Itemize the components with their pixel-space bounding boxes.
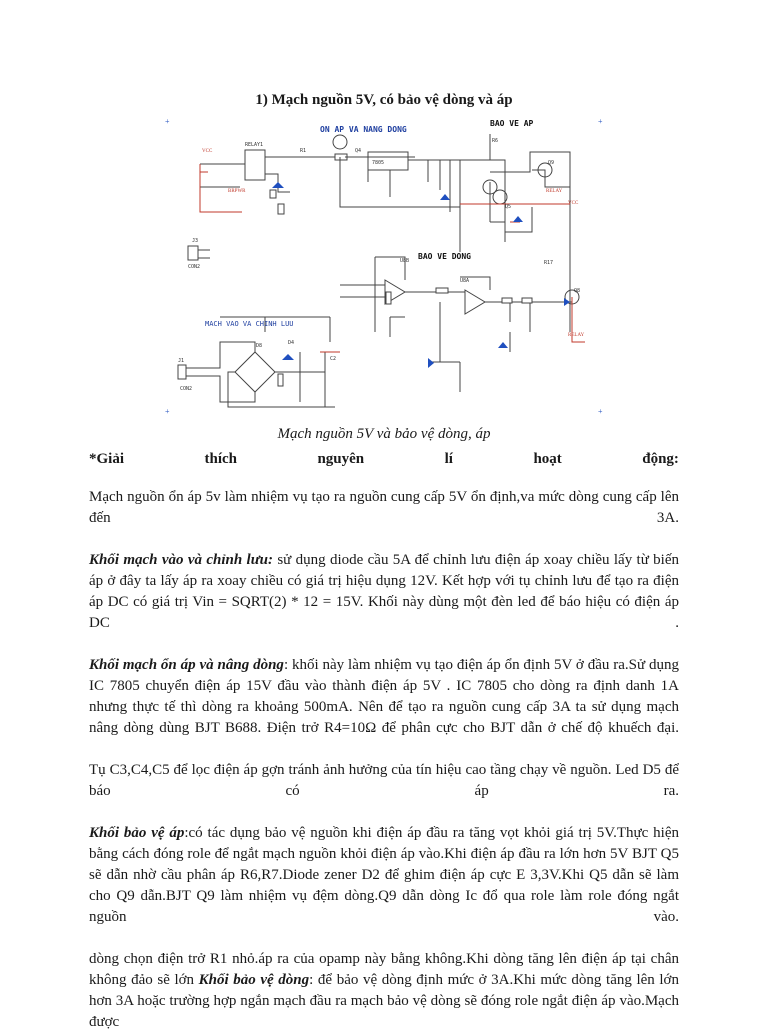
svg-text:D8: D8 — [256, 343, 263, 349]
explanation-heading — [89, 451, 679, 468]
svg-text:J1: J1 — [178, 358, 185, 364]
section-overvoltage — [89, 823, 679, 928]
heading-word: hoạt — [533, 451, 562, 467]
svg-text:RELAY: RELAY — [546, 189, 563, 194]
section-input-rectifier — [89, 550, 679, 634]
section-overcurrent — [89, 949, 679, 1033]
svg-text:CON2: CON2 — [188, 264, 201, 270]
heading-word: động: — [642, 451, 679, 467]
page-title: 1) Mạch nguồn 5V, có bảo vệ dòng và áp — [255, 92, 513, 108]
section-filter-capacitors — [89, 760, 679, 802]
svg-text:CON2: CON2 — [180, 386, 193, 392]
section-text: : để bảo vệ dòng định mức ở 3A.Khi mức dòng tăng lên lớn hơn 3A hoặc trường hợp ngắn mạch đầu ra mạch bảo vệ dòng sẽ đóng role ngắt điện áp vào.Mạch được — [89, 972, 679, 1030]
svg-text:D4: D4 — [288, 340, 295, 346]
svg-text:VCC: VCC — [568, 201, 579, 206]
heading-word: lí — [444, 451, 453, 467]
heading-word: thích — [204, 451, 237, 467]
intro-text: Mạch nguồn ổn áp 5v làm nhiệm vụ tạo ra nguồn cung cấp 5V ổn định,va mức dòng cung cấp lên đến 3A. — [89, 489, 679, 526]
svg-text:C2: C2 — [330, 356, 337, 362]
circuit-schematic — [160, 112, 610, 417]
svg-text:RELAY1: RELAY1 — [245, 142, 264, 148]
svg-text:Q9: Q9 — [548, 160, 555, 166]
section-text: dòng chọn điện trở R1 nhỏ.áp ra của opamp này bằng không.Khi dòng tăng lên điện áp tại chân không đảo sẽ lớn — [89, 951, 679, 988]
svg-text:R1: R1 — [300, 148, 307, 154]
heading-word: *Giải — [89, 451, 125, 467]
svg-text:7805: 7805 — [372, 160, 385, 166]
document-body — [89, 487, 679, 1033]
label-regulator-block: ON AP VA NANG DONG — [320, 125, 407, 134]
section-heading: Khối bảo vệ dòng — [198, 972, 310, 988]
figure-caption: Mạch nguồn 5V và bảo vệ dòng, áp — [277, 426, 491, 442]
svg-text:Q8: Q8 — [574, 288, 581, 294]
svg-text:+: + — [598, 117, 603, 126]
svg-text:VCC: VCC — [202, 149, 213, 154]
section-heading: Khối bảo vệ áp — [89, 825, 185, 841]
section-text: sử dụng diode cầu 5A để chỉnh lưu điện áp xoay chiều lấy từ biến áp ở đây ta lấy áp ra xoay chiều có giá trị hiệu dụng 12V. Kết hợp với tụ chỉnh lưu để tạo ra điện áp DC có giá trị Vin = SQRT(2) * 12 = 15V. Khối này dùng một đèn led để báo hiệu có điện áp DC . — [89, 552, 679, 631]
heading-word: nguyên — [317, 451, 365, 467]
label-input-block: MACH VAO VA CHINH LUU — [205, 320, 294, 328]
svg-text:+: + — [598, 407, 603, 416]
svg-text:Q5: Q5 — [505, 204, 512, 210]
svg-text:R6: R6 — [492, 138, 499, 144]
section-text: Tụ C3,C4,C5 để lọc điện áp gợn tránh ảnh hưởng của tín hiệu cao tầng chạy về nguồn. Led D5 để báo có áp ra. — [89, 762, 679, 799]
section-regulator — [89, 655, 679, 739]
svg-text:+: + — [165, 117, 170, 126]
section-text: : khối này làm nhiệm vụ tạo điện áp ổn định 5V ở đầu ra.Sử dụng IC 7805 chuyển điện áp 15V đầu vào thành điện áp 5V . IC 7805 cho dòng ra định danh 1A nhưng thực tế thì dòng ra khoảng 500mA. Nên để tạo ra nguồn cung cấp 3A ta sử dụng mạch nâng dòng dùng BJT B688. Điện trở R4=10Ω để phân cực cho BJT dẫn ở chế độ khuếch đại. — [89, 657, 679, 736]
schematic-drawing — [160, 112, 610, 417]
svg-text:R17: R17 — [544, 260, 554, 266]
label-overvoltage-block: BAO VE AP — [490, 119, 534, 128]
label-current-block: BAO VE DONG — [418, 252, 471, 261]
section-heading: Khối mạch vào và chỉnh lưu: — [89, 552, 274, 568]
intro-paragraph — [89, 487, 679, 529]
svg-text:U8B: U8B — [400, 258, 410, 264]
svg-text:J3: J3 — [192, 238, 199, 244]
svg-text:+: + — [165, 407, 170, 416]
section-heading: Khối mạch ổn áp và nâng dòng — [89, 657, 284, 673]
svg-text:U8A: U8A — [460, 278, 470, 284]
svg-text:Q4: Q4 — [355, 148, 362, 154]
section-text: :có tác dụng bảo vệ nguồn khi điện áp đầu ra tăng vọt khỏi giá trị 5V.Thực hiện bằng cách đóng role để ngắt mạch nguồn khỏi điện áp vào.Khi điện áp đầu ra lớn hơn 5V BJT Q5 sẽ dẫn nhờ cầu phân áp R6,R7.Diode zener D2 để ghim điện áp cực E 3,3V.Khi Q5 dẫn sẽ làm cho Q9 dẫn.BJT Q9 làm nhiệm vụ đệm dòng.Q9 dẫn dòng Ic đổ qua role làm role đóng ngắt nguồn vào. — [89, 825, 679, 925]
svg-text:BRPWR: BRPWR — [228, 189, 246, 194]
svg-text:RELAY: RELAY — [568, 333, 585, 338]
